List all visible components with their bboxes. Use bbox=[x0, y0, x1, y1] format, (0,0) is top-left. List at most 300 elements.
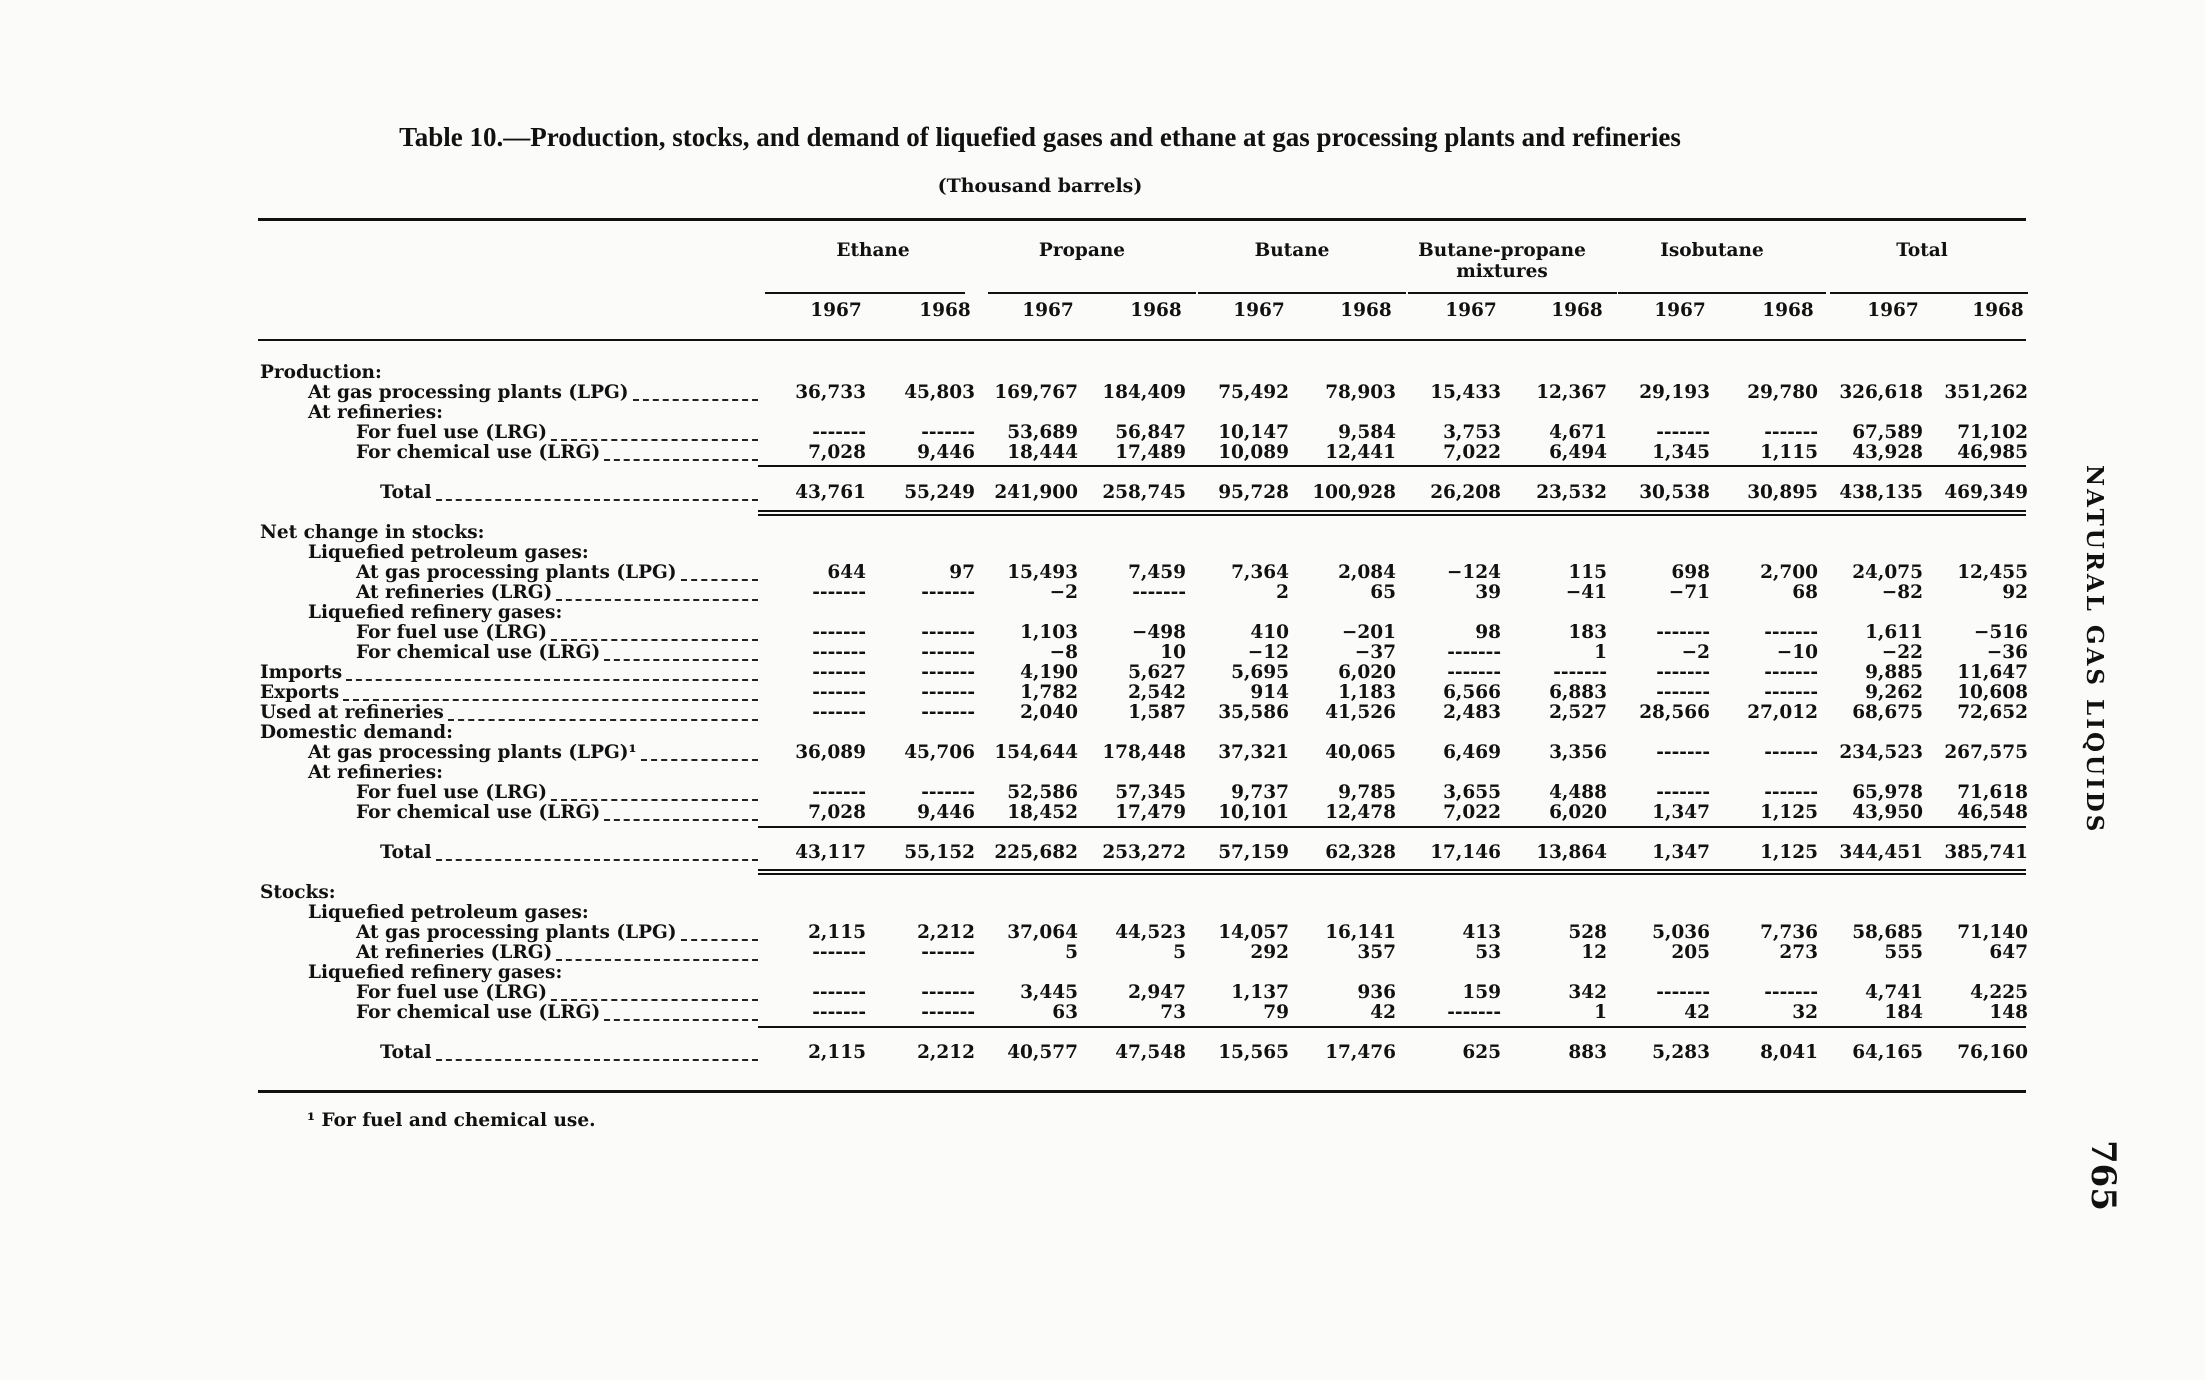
table-cell: ------- bbox=[1764, 622, 1818, 643]
table-cell: 644 bbox=[827, 562, 866, 583]
dot-leader bbox=[556, 959, 758, 961]
row-label: Total bbox=[380, 842, 432, 863]
table-cell: 241,900 bbox=[994, 482, 1078, 503]
row-label: At refineries: bbox=[308, 402, 443, 423]
row-label: At gas processing plants (LPG) bbox=[356, 922, 677, 943]
year-header: 1968 bbox=[919, 300, 971, 321]
table-title: Table 10.—Production, stocks, and demand of liquefied gases and ethane at gas processing plants and refineries bbox=[399, 122, 1681, 152]
table-cell: 7,459 bbox=[1128, 562, 1186, 583]
table-cell: 37,064 bbox=[1007, 922, 1078, 943]
column-group-header: Propane bbox=[1038, 240, 1126, 261]
table-cell: 9,885 bbox=[1865, 662, 1923, 683]
sum-rule bbox=[758, 1026, 2026, 1028]
table-cell: 9,737 bbox=[1231, 782, 1289, 803]
column-group-header: Ethane bbox=[836, 240, 910, 261]
table-cell: 148 bbox=[1989, 1002, 2028, 1023]
table-cell: 15,433 bbox=[1430, 382, 1501, 403]
table-cell: 98 bbox=[1475, 622, 1501, 643]
table-cell: 97 bbox=[949, 562, 975, 583]
column-group-underline bbox=[765, 292, 965, 294]
table-cell: 1,347 bbox=[1652, 802, 1710, 823]
table-cell: 292 bbox=[1250, 942, 1289, 963]
table-cell: 6,494 bbox=[1549, 442, 1607, 463]
table-cell: 100,928 bbox=[1312, 482, 1396, 503]
table-cell: 7,736 bbox=[1760, 922, 1818, 943]
table-cell: 72,652 bbox=[1957, 702, 2028, 723]
table-cell: 16,141 bbox=[1325, 922, 1396, 943]
row-label: Liquefied refinery gases: bbox=[308, 962, 563, 983]
table-cell: 1,782 bbox=[1020, 682, 1078, 703]
year-header: 1967 bbox=[1445, 300, 1497, 321]
table-subtitle: (Thousand barrels) bbox=[937, 175, 1143, 197]
table-cell: ------- bbox=[921, 622, 975, 643]
table-cell: 79 bbox=[1263, 1002, 1289, 1023]
table-cell: ------- bbox=[1447, 642, 1501, 663]
table-cell: 5 bbox=[1173, 942, 1186, 963]
row-label: At refineries: bbox=[308, 762, 443, 783]
year-header: 1968 bbox=[1551, 300, 1603, 321]
table-cell: 2,542 bbox=[1128, 682, 1186, 703]
column-group-header: Isobutane bbox=[1660, 240, 1764, 261]
table-cell: −22 bbox=[1881, 642, 1923, 663]
table-cell: 5 bbox=[1065, 942, 1078, 963]
table-cell: 410 bbox=[1250, 622, 1289, 643]
table-cell: ------- bbox=[812, 642, 866, 663]
table-cell: 62,328 bbox=[1325, 842, 1396, 863]
table-cell: 2,115 bbox=[808, 922, 866, 943]
table-cell: 7,028 bbox=[808, 802, 866, 823]
column-group-underline bbox=[1830, 292, 2028, 294]
table-cell: 183 bbox=[1568, 622, 1607, 643]
year-header: 1968 bbox=[1130, 300, 1182, 321]
table-cell: 2 bbox=[1276, 582, 1289, 603]
sum-rule bbox=[758, 465, 2026, 467]
table-cell: 2,084 bbox=[1338, 562, 1396, 583]
row-label: Total bbox=[380, 1042, 432, 1063]
table-cell: 15,565 bbox=[1218, 1042, 1289, 1063]
table-cell: 469,349 bbox=[1944, 482, 2028, 503]
table-cell: 30,895 bbox=[1747, 482, 1818, 503]
table-cell: 12,455 bbox=[1957, 562, 2028, 583]
table-cell: 438,135 bbox=[1839, 482, 1923, 503]
table-cell: 2,115 bbox=[808, 1042, 866, 1063]
dot-leader bbox=[436, 1059, 758, 1061]
table-cell: 36,089 bbox=[795, 742, 866, 763]
table-cell: 46,985 bbox=[1957, 442, 2028, 463]
table-cell: 555 bbox=[1884, 942, 1923, 963]
table-cell: 385,741 bbox=[1944, 842, 2028, 863]
column-group-header: Butane bbox=[1254, 240, 1330, 261]
table-cell: 234,523 bbox=[1839, 742, 1923, 763]
table-cell: 10 bbox=[1160, 642, 1186, 663]
table-cell: 12,367 bbox=[1536, 382, 1607, 403]
sum-rule bbox=[758, 826, 2026, 828]
row-label: For fuel use (LRG) bbox=[356, 622, 548, 643]
table-cell: 6,020 bbox=[1338, 662, 1396, 683]
table-cell: 883 bbox=[1568, 1042, 1607, 1063]
table-cell: ------- bbox=[1764, 682, 1818, 703]
table-cell: 3,445 bbox=[1020, 982, 1078, 1003]
table-cell: 5,283 bbox=[1652, 1042, 1710, 1063]
table-cell: ------- bbox=[812, 582, 866, 603]
table-cell: 7,022 bbox=[1443, 802, 1501, 823]
row-label: Production: bbox=[260, 362, 382, 383]
row-label: At gas processing plants (LPG) bbox=[308, 382, 629, 403]
table-cell: 4,190 bbox=[1020, 662, 1078, 683]
table-cell: 40,065 bbox=[1325, 742, 1396, 763]
column-group-underline bbox=[988, 292, 1196, 294]
table-cell: 225,682 bbox=[994, 842, 1078, 863]
table-cell: ------- bbox=[1656, 982, 1710, 1003]
table-cell: ------- bbox=[921, 682, 975, 703]
row-label: Total bbox=[380, 482, 432, 503]
row-label: At refineries (LRG) bbox=[356, 942, 553, 963]
table-cell: ------- bbox=[812, 982, 866, 1003]
table-cell: 1,125 bbox=[1760, 802, 1818, 823]
table-cell: ------- bbox=[1764, 982, 1818, 1003]
table-cell: ------- bbox=[921, 422, 975, 443]
table-cell: 9,262 bbox=[1865, 682, 1923, 703]
table-cell: 6,883 bbox=[1549, 682, 1607, 703]
table-cell: 178,448 bbox=[1102, 742, 1186, 763]
table-cell: 52,586 bbox=[1007, 782, 1078, 803]
table-cell: 9,446 bbox=[917, 442, 975, 463]
table-cell: 37,321 bbox=[1218, 742, 1289, 763]
table-cell: ------- bbox=[812, 1002, 866, 1023]
table-cell: 45,803 bbox=[904, 382, 975, 403]
table-cell: ------- bbox=[1132, 582, 1186, 603]
table-cell: 41,526 bbox=[1325, 702, 1396, 723]
table-cell: 6,469 bbox=[1443, 742, 1501, 763]
top-rule bbox=[258, 218, 2026, 221]
table-cell: ------- bbox=[812, 662, 866, 683]
table-cell: 4,488 bbox=[1549, 782, 1607, 803]
dot-leader bbox=[681, 939, 758, 941]
dot-leader bbox=[551, 999, 758, 1001]
table-cell: 28,566 bbox=[1639, 702, 1710, 723]
table-cell: 42 bbox=[1684, 1002, 1710, 1023]
table-cell: 29,780 bbox=[1747, 382, 1818, 403]
dot-leader bbox=[604, 459, 758, 461]
table-cell: 67,589 bbox=[1852, 422, 1923, 443]
table-cell: 7,022 bbox=[1443, 442, 1501, 463]
table-cell: −82 bbox=[1881, 582, 1923, 603]
table-cell: 2,527 bbox=[1549, 702, 1607, 723]
table-cell: −2 bbox=[1049, 582, 1078, 603]
table-cell: −36 bbox=[1986, 642, 2028, 663]
table-cell: ------- bbox=[1764, 662, 1818, 683]
table-cell: 698 bbox=[1671, 562, 1710, 583]
table-cell: 30,538 bbox=[1639, 482, 1710, 503]
row-label: For chemical use (LRG) bbox=[356, 802, 601, 823]
table-cell: ------- bbox=[921, 782, 975, 803]
table-cell: 2,212 bbox=[917, 922, 975, 943]
table-cell: 2,947 bbox=[1128, 982, 1186, 1003]
year-header: 1967 bbox=[1022, 300, 1074, 321]
table-cell: 413 bbox=[1462, 922, 1501, 943]
table-cell: 1,587 bbox=[1128, 702, 1186, 723]
table-cell: −10 bbox=[1776, 642, 1818, 663]
row-label: Imports bbox=[260, 662, 343, 683]
table-cell: 9,584 bbox=[1338, 422, 1396, 443]
table-cell: 78,903 bbox=[1325, 382, 1396, 403]
table-cell: −8 bbox=[1049, 642, 1078, 663]
table-cell: 17,489 bbox=[1115, 442, 1186, 463]
year-header: 1968 bbox=[1972, 300, 2024, 321]
table-cell: 1 bbox=[1594, 642, 1607, 663]
table-cell: 71,140 bbox=[1957, 922, 2028, 943]
row-label: For chemical use (LRG) bbox=[356, 642, 601, 663]
table-cell: 344,451 bbox=[1839, 842, 1923, 863]
table-cell: 32 bbox=[1792, 1002, 1818, 1023]
table-cell: 57,159 bbox=[1218, 842, 1289, 863]
dot-leader bbox=[633, 399, 758, 401]
table-cell: 75,492 bbox=[1218, 382, 1289, 403]
table-cell: 9,785 bbox=[1338, 782, 1396, 803]
table-cell: 205 bbox=[1671, 942, 1710, 963]
table-cell: 73 bbox=[1160, 1002, 1186, 1023]
table-cell: 184,409 bbox=[1102, 382, 1186, 403]
column-group-underline bbox=[1198, 292, 1406, 294]
dot-leader bbox=[604, 1019, 758, 1021]
table-cell: 17,476 bbox=[1325, 1042, 1396, 1063]
table-cell: 2,212 bbox=[917, 1042, 975, 1063]
table-cell: 55,249 bbox=[904, 482, 975, 503]
table-cell: 53 bbox=[1475, 942, 1501, 963]
table-cell: 5,627 bbox=[1128, 662, 1186, 683]
table-bottom-rule bbox=[258, 1090, 2026, 1093]
year-header: 1968 bbox=[1340, 300, 1392, 321]
table-cell: ------- bbox=[812, 702, 866, 723]
table-cell: 2,040 bbox=[1020, 702, 1078, 723]
table-cell: 2,483 bbox=[1443, 702, 1501, 723]
row-label: For chemical use (LRG) bbox=[356, 1002, 601, 1023]
table-cell: 1,115 bbox=[1760, 442, 1818, 463]
table-cell: 64,165 bbox=[1852, 1042, 1923, 1063]
row-label: At refineries (LRG) bbox=[356, 582, 553, 603]
table-cell: 342 bbox=[1568, 982, 1607, 1003]
row-label: Liquefied refinery gases: bbox=[308, 602, 563, 623]
table-cell: 53,689 bbox=[1007, 422, 1078, 443]
table-cell: 36,733 bbox=[795, 382, 866, 403]
table-cell: 1,103 bbox=[1020, 622, 1078, 643]
table-cell: 357 bbox=[1357, 942, 1396, 963]
table-cell: −12 bbox=[1247, 642, 1289, 663]
table-cell: 26,208 bbox=[1430, 482, 1501, 503]
row-label: For fuel use (LRG) bbox=[356, 982, 548, 1003]
header-bottom-rule bbox=[258, 339, 2026, 341]
table-cell: −516 bbox=[1973, 622, 2028, 643]
dot-leader bbox=[604, 819, 758, 821]
table-cell: 6,566 bbox=[1443, 682, 1501, 703]
column-group-header: Total bbox=[1896, 240, 1948, 261]
table-cell: 4,671 bbox=[1549, 422, 1607, 443]
table-cell: −201 bbox=[1341, 622, 1396, 643]
table-cell: 326,618 bbox=[1839, 382, 1923, 403]
table-cell: 68,675 bbox=[1852, 702, 1923, 723]
table-cell: ------- bbox=[812, 782, 866, 803]
dot-leader bbox=[551, 439, 758, 441]
table-cell: 57,345 bbox=[1115, 782, 1186, 803]
table-cell: 647 bbox=[1989, 942, 2028, 963]
page-number: 765 bbox=[2083, 1140, 2123, 1211]
table-cell: 63 bbox=[1052, 1002, 1078, 1023]
table-cell: ------- bbox=[1447, 662, 1501, 683]
table-cell: 65,978 bbox=[1852, 782, 1923, 803]
table-cell: 11,647 bbox=[1957, 662, 2028, 683]
table-cell: 13,864 bbox=[1536, 842, 1607, 863]
table-cell: 44,523 bbox=[1115, 922, 1186, 943]
table-cell: ------- bbox=[1553, 662, 1607, 683]
table-cell: 267,575 bbox=[1944, 742, 2028, 763]
dot-leader bbox=[604, 659, 758, 661]
table-cell: 56,847 bbox=[1115, 422, 1186, 443]
table-cell: ------- bbox=[1656, 742, 1710, 763]
table-cell: 46,548 bbox=[1957, 802, 2028, 823]
dot-leader bbox=[551, 639, 758, 641]
table-cell: 71,618 bbox=[1957, 782, 2028, 803]
table-cell: ------- bbox=[921, 642, 975, 663]
table-cell: 65 bbox=[1370, 582, 1396, 603]
table-cell: 43,117 bbox=[795, 842, 866, 863]
footnote: ¹ For fuel and chemical use. bbox=[307, 1110, 596, 1131]
table-cell: 39 bbox=[1475, 582, 1501, 603]
table-cell: 71,102 bbox=[1957, 422, 2028, 443]
table-cell: −2 bbox=[1681, 642, 1710, 663]
dot-leader bbox=[551, 799, 758, 801]
table-cell: 258,745 bbox=[1102, 482, 1186, 503]
table-cell: 92 bbox=[2002, 582, 2028, 603]
year-header: 1967 bbox=[1867, 300, 1919, 321]
table-cell: 12,441 bbox=[1325, 442, 1396, 463]
table-cell: −71 bbox=[1668, 582, 1710, 603]
table-cell: 8,041 bbox=[1760, 1042, 1818, 1063]
table-cell: 42 bbox=[1370, 1002, 1396, 1023]
dot-leader bbox=[343, 699, 758, 701]
dot-leader bbox=[681, 579, 758, 581]
row-label: Used at refineries bbox=[260, 702, 444, 723]
table-cell: 3,356 bbox=[1549, 742, 1607, 763]
column-group-underline bbox=[1618, 292, 1826, 294]
year-header: 1967 bbox=[810, 300, 862, 321]
table-cell: −124 bbox=[1446, 562, 1501, 583]
table-cell: ------- bbox=[921, 662, 975, 683]
table-cell: 351,262 bbox=[1944, 382, 2028, 403]
table-cell: 10,089 bbox=[1218, 442, 1289, 463]
table-cell: −37 bbox=[1354, 642, 1396, 663]
table-cell: 3,753 bbox=[1443, 422, 1501, 443]
table-cell: ------- bbox=[812, 622, 866, 643]
table-cell: 625 bbox=[1462, 1042, 1501, 1063]
table-cell: 47,548 bbox=[1115, 1042, 1186, 1063]
row-label: Exports bbox=[260, 682, 340, 703]
table-cell: ------- bbox=[921, 982, 975, 1003]
table-cell: ------- bbox=[812, 422, 866, 443]
table-cell: 10,608 bbox=[1957, 682, 2028, 703]
table-cell: 43,761 bbox=[795, 482, 866, 503]
table-cell: 914 bbox=[1250, 682, 1289, 703]
column-group-underline bbox=[1408, 292, 1617, 294]
dot-leader bbox=[436, 499, 758, 501]
table-cell: 17,479 bbox=[1115, 802, 1186, 823]
row-label: At gas processing plants (LPG)¹ bbox=[308, 742, 637, 763]
table-cell: 14,057 bbox=[1218, 922, 1289, 943]
table-cell: 40,577 bbox=[1007, 1042, 1078, 1063]
row-label: For chemical use (LRG) bbox=[356, 442, 601, 463]
table-cell: ------- bbox=[1764, 422, 1818, 443]
table-cell: 58,685 bbox=[1852, 922, 1923, 943]
dot-leader bbox=[436, 859, 758, 861]
table-cell: 68 bbox=[1792, 582, 1818, 603]
year-header: 1967 bbox=[1233, 300, 1285, 321]
table-cell: 7,364 bbox=[1231, 562, 1289, 583]
dot-leader bbox=[346, 679, 758, 681]
table-cell: 154,644 bbox=[994, 742, 1078, 763]
table-cell: 17,146 bbox=[1430, 842, 1501, 863]
table-cell: 27,012 bbox=[1747, 702, 1818, 723]
table-cell: 18,444 bbox=[1007, 442, 1078, 463]
table-cell: 1,611 bbox=[1865, 622, 1923, 643]
table-cell: 43,950 bbox=[1852, 802, 1923, 823]
table-cell: 184 bbox=[1884, 1002, 1923, 1023]
table-cell: 936 bbox=[1357, 982, 1396, 1003]
row-label: Net change in stocks: bbox=[260, 522, 485, 543]
table-cell: ------- bbox=[1764, 782, 1818, 803]
table-cell: 7,028 bbox=[808, 442, 866, 463]
table-cell: 1 bbox=[1594, 1002, 1607, 1023]
year-header: 1968 bbox=[1762, 300, 1814, 321]
table-cell: ------- bbox=[921, 942, 975, 963]
table-cell: 253,272 bbox=[1102, 842, 1186, 863]
row-label: Domestic demand: bbox=[260, 722, 453, 743]
table-cell: 1,183 bbox=[1338, 682, 1396, 703]
table-cell: ------- bbox=[1656, 422, 1710, 443]
table-cell: 115 bbox=[1568, 562, 1607, 583]
table-cell: ------- bbox=[921, 582, 975, 603]
row-label: For fuel use (LRG) bbox=[356, 782, 548, 803]
dot-leader bbox=[556, 599, 758, 601]
table-cell: 159 bbox=[1462, 982, 1501, 1003]
table-cell: 9,446 bbox=[917, 802, 975, 823]
table-cell: 35,586 bbox=[1218, 702, 1289, 723]
table-cell: 1,125 bbox=[1760, 842, 1818, 863]
double-rule bbox=[758, 869, 2026, 875]
table-cell: ------- bbox=[1656, 622, 1710, 643]
table-cell: 4,741 bbox=[1865, 982, 1923, 1003]
table-cell: ------- bbox=[1447, 1002, 1501, 1023]
table-cell: 10,147 bbox=[1218, 422, 1289, 443]
running-head: NATURAL GAS LIQUIDS bbox=[2081, 465, 2108, 835]
table-cell: ------- bbox=[1656, 682, 1710, 703]
table-cell: ------- bbox=[1656, 782, 1710, 803]
row-label: Liquefied petroleum gases: bbox=[308, 542, 589, 563]
dot-leader bbox=[641, 759, 758, 761]
table-cell: 1,347 bbox=[1652, 842, 1710, 863]
table-cell: 169,767 bbox=[994, 382, 1078, 403]
table-cell: −41 bbox=[1565, 582, 1607, 603]
table-cell: ------- bbox=[921, 702, 975, 723]
row-label: Stocks: bbox=[260, 882, 336, 903]
table-cell: 76,160 bbox=[1957, 1042, 2028, 1063]
table-cell: 5,695 bbox=[1231, 662, 1289, 683]
table-cell: 24,075 bbox=[1852, 562, 1923, 583]
table-cell: 1,137 bbox=[1231, 982, 1289, 1003]
table-cell: 528 bbox=[1568, 922, 1607, 943]
dot-leader bbox=[448, 719, 758, 721]
table-cell: −498 bbox=[1131, 622, 1186, 643]
table-cell: 2,700 bbox=[1760, 562, 1818, 583]
table-cell: 10,101 bbox=[1218, 802, 1289, 823]
